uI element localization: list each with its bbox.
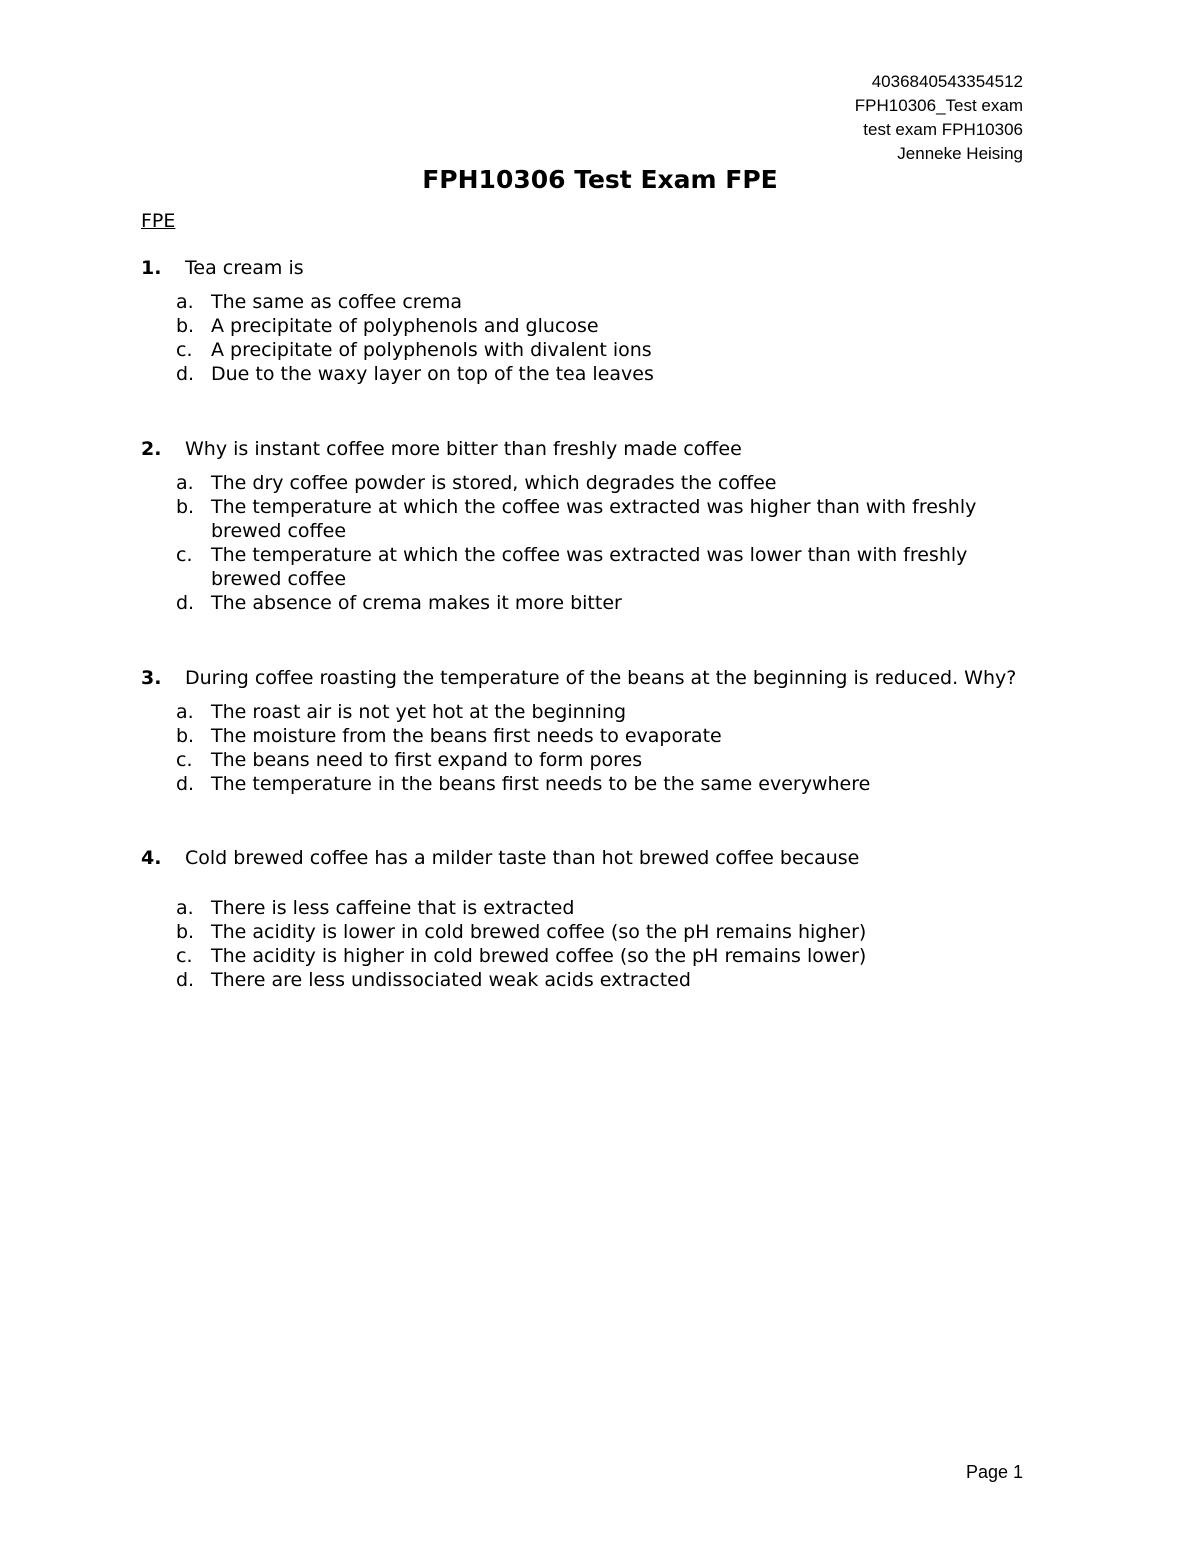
option-list (141, 896, 1061, 992)
option-letter: d. (176, 363, 195, 385)
question-number: 2. (141, 438, 162, 460)
option-text: The temperature in the beans first needs to be the same everywhere (211, 773, 871, 795)
section-label: FPE (141, 210, 176, 232)
question-stem (141, 436, 1061, 462)
option-d (141, 591, 1011, 615)
question-4 (141, 845, 1061, 992)
option-text: There are less undissociated weak acids extracted (211, 969, 691, 991)
option-c (141, 748, 1011, 772)
option-text: The acidity is higher in cold brewed coffee (so the pH remains lower) (211, 945, 867, 967)
option-d (141, 362, 1011, 386)
option-b (141, 495, 1011, 543)
option-d (141, 968, 1011, 992)
question-stem (141, 845, 1061, 871)
question-text: Tea cream is (185, 257, 304, 279)
option-text: The roast air is not yet hot at the beginning (211, 701, 627, 723)
option-list (141, 471, 1061, 615)
option-letter: a. (176, 701, 194, 723)
option-letter: a. (176, 291, 194, 313)
option-letter: b. (176, 496, 195, 518)
document-id: 4036840543354512 (871, 72, 1023, 91)
option-letter: c. (176, 945, 193, 967)
option-list (141, 700, 1061, 796)
option-a (141, 290, 1011, 314)
question-stem (141, 665, 1061, 691)
option-text: The beans need to first expand to form pores (211, 749, 643, 771)
option-b (141, 724, 1011, 748)
option-text: The dry coffee powder is stored, which degrades the coffee (211, 472, 777, 494)
question-number: 1. (141, 257, 162, 279)
question-text: During coffee roasting the temperature of the beans at the beginning is reduced. Why? (185, 667, 1017, 689)
author-name: Jenneke Heising (897, 144, 1023, 163)
option-text: A precipitate of polyphenols with divalent ions (211, 339, 652, 361)
option-a (141, 896, 1011, 920)
option-text: There is less caffeine that is extracted (211, 897, 575, 919)
question-text: Cold brewed coffee has a milder taste than hot brewed coffee because (185, 847, 860, 869)
question-stem (141, 255, 1061, 281)
option-c (141, 543, 1011, 591)
option-letter: a. (176, 897, 194, 919)
option-letter: b. (176, 725, 195, 747)
question-1 (141, 255, 1061, 386)
option-a (141, 471, 1011, 495)
option-text: A precipitate of polyphenols and glucose (211, 315, 599, 337)
option-b (141, 920, 1011, 944)
course-file-name: FPH10306_Test exam (854, 96, 1023, 115)
option-letter: c. (176, 339, 193, 361)
option-c (141, 944, 1011, 968)
option-b (141, 314, 1011, 338)
question-number: 3. (141, 667, 162, 689)
option-text: The temperature at which the coffee was extracted was lower than with freshly brewed coffee (211, 544, 968, 590)
option-text: Due to the waxy layer on top of the tea leaves (211, 363, 654, 385)
question-number: 4. (141, 847, 162, 869)
option-text: The moisture from the beans first needs to evaporate (211, 725, 722, 747)
option-letter: d. (176, 773, 195, 795)
option-a (141, 700, 1011, 724)
option-letter: d. (176, 969, 195, 991)
option-letter: b. (176, 921, 195, 943)
option-text: The same as coffee crema (211, 291, 462, 313)
option-letter: a. (176, 472, 194, 494)
option-letter: d. (176, 592, 195, 614)
option-text: The absence of crema makes it more bitter (211, 592, 622, 614)
document-subtitle: test exam FPH10306 (863, 120, 1023, 139)
option-letter: c. (176, 544, 193, 566)
document-header (855, 70, 1023, 166)
option-c (141, 338, 1011, 362)
page-title: FPH10306 Test Exam FPE (422, 165, 778, 194)
question-3 (141, 665, 1061, 796)
option-text: The temperature at which the coffee was extracted was higher than with freshly brewed coffee (211, 496, 977, 542)
page-number: Page 1 (965, 1462, 1023, 1482)
option-text: The acidity is lower in cold brewed coffee (so the pH remains higher) (211, 921, 867, 943)
question-2 (141, 436, 1061, 615)
option-list (141, 290, 1061, 386)
option-letter: c. (176, 749, 193, 771)
option-letter: b. (176, 315, 195, 337)
question-text: Why is instant coffee more bitter than freshly made coffee (185, 438, 742, 460)
option-d (141, 772, 1011, 796)
